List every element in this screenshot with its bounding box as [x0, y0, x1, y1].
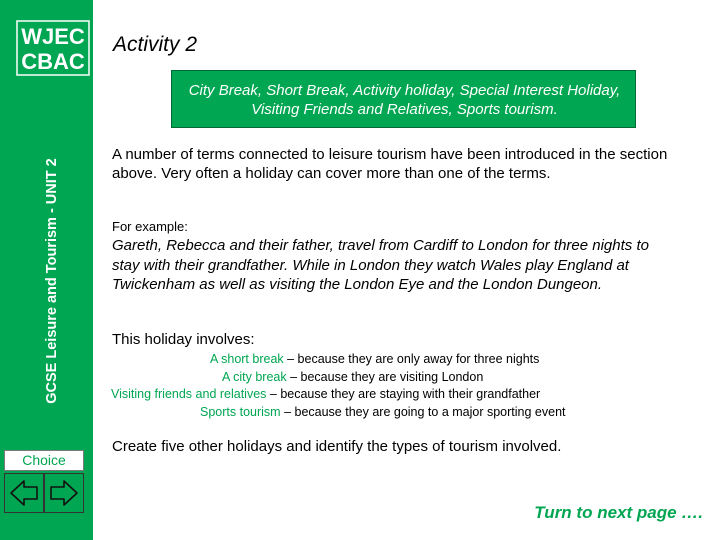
previous-button[interactable]	[4, 473, 44, 513]
terms-box: City Break, Short Break, Activity holiday, Special Interest Holiday, Visiting Friends and Relatives, Sports tourism.	[171, 70, 636, 128]
page-title: Activity 2	[113, 33, 198, 56]
involves-heading: This holiday involves:	[112, 331, 255, 348]
tourism-reason: – because they are staying with their grandfather	[266, 387, 541, 401]
involves-list	[103, 351, 720, 421]
tourism-type: A short break	[210, 352, 284, 366]
tourism-type: Visiting friends and relatives	[111, 387, 267, 401]
logo-line-2: CBAC	[21, 49, 85, 74]
next-button[interactable]	[44, 473, 84, 513]
list-item	[103, 369, 720, 387]
sidebar	[0, 0, 93, 540]
task-text: Create five other holidays and identify the types of tourism involved.	[112, 438, 562, 455]
example-text: Gareth, Rebecca and their father, travel from Cardiff to London for three nights to stay with their grandfather. While in London they watch Wales play England at Twickenham as well as visiting the London Eye and the London Dungeon.	[112, 237, 649, 293]
tourism-type: A city break	[222, 369, 287, 384]
arrow-right-icon	[45, 474, 83, 512]
list-item	[103, 386, 720, 404]
list-item	[103, 404, 720, 422]
next-page-link[interactable]: Turn to next page ….	[534, 503, 703, 522]
arrow-left-icon	[5, 474, 43, 512]
tourism-reason: – because they are visiting London	[286, 369, 484, 384]
tourism-reason: – because they are only away for three nights	[283, 352, 540, 366]
intro-text: A number of terms connected to leisure tourism have been introduced in the section above. Very often a holiday can cover more than one of the terms.	[112, 146, 668, 182]
course-title: GCSE Leisure and Tourism - UNIT 2	[44, 158, 60, 404]
list-item	[103, 351, 720, 369]
tourism-type: Sports tourism	[200, 404, 281, 419]
example-label: For example:	[112, 219, 188, 234]
tourism-reason: – because they are going to a major sporting event	[280, 404, 566, 419]
choice-label: Choice	[4, 450, 84, 471]
logo-line-1: WJEC	[21, 24, 85, 49]
wjec-logo	[14, 18, 92, 78]
